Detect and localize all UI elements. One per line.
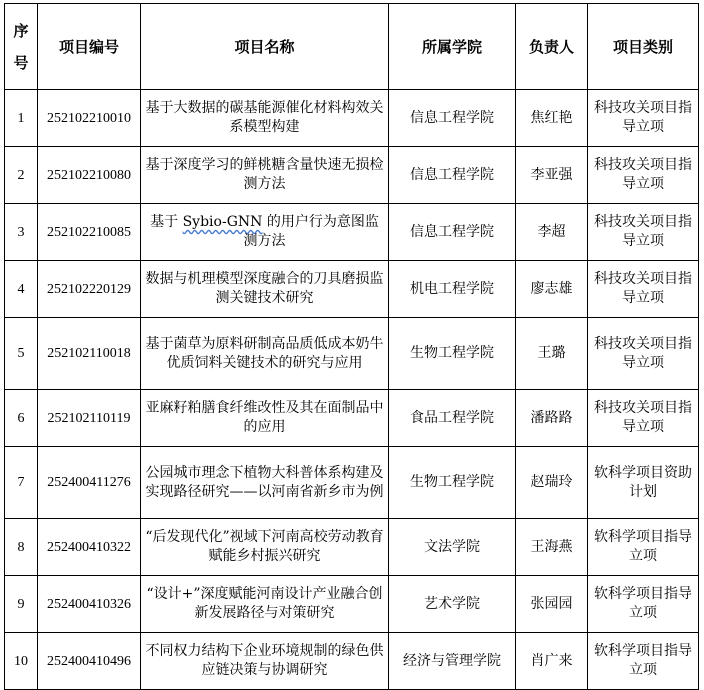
header-college: 所属学院 xyxy=(389,4,516,90)
row-code: 252102210080 xyxy=(38,147,141,204)
row-name-suffix: 的用户行为意图监测方法 xyxy=(243,214,379,249)
row-category: 科技攻关项目指导立项 xyxy=(588,90,699,147)
row-leader: 李超 xyxy=(516,204,588,261)
row-code: 252400410326 xyxy=(38,576,141,633)
row-category: 科技攻关项目指导立项 xyxy=(588,147,699,204)
header-code: 项目编号 xyxy=(38,4,141,90)
row-code: 252102210085 xyxy=(38,204,141,261)
row-seq: 7 xyxy=(5,447,38,519)
row-name: 不同权力结构下企业环境规制的绿色供应链决策与协调研究 xyxy=(141,633,389,690)
row-leader: 赵瑞玲 xyxy=(516,447,588,519)
row-name: 亚麻籽粕膳食纤维改性及其在面制品中的应用 xyxy=(141,390,389,447)
header-seq xyxy=(5,4,38,90)
row-code: 252102220129 xyxy=(38,261,141,318)
row-college: 信息工程学院 xyxy=(389,147,516,204)
row-category: 科技攻关项目指导立项 xyxy=(588,204,699,261)
row-leader: 王海燕 xyxy=(516,519,588,576)
row-seq: 4 xyxy=(5,261,38,318)
header-leader: 负责人 xyxy=(516,4,588,90)
header-seq-line2: 号 xyxy=(13,53,29,72)
row-code: 252102210010 xyxy=(38,90,141,147)
row-name: 数据与机理模型深度融合的刀具磨损监测关键技术研究 xyxy=(141,261,389,318)
row-code: 252400411276 xyxy=(38,447,141,519)
row-college: 食品工程学院 xyxy=(389,390,516,447)
row-code: 252102110119 xyxy=(38,390,141,447)
row-name: 基于菌草为原料研制高品质低成本奶牛优质饲料关键技术的研究与应用 xyxy=(141,318,389,390)
row-college: 经济与管理学院 xyxy=(389,633,516,690)
row-category: 科技攻关项目指导立项 xyxy=(588,390,699,447)
row-seq: 8 xyxy=(5,519,38,576)
row-college: 艺术学院 xyxy=(389,576,516,633)
table-row xyxy=(5,519,699,576)
row-leader: 李亚强 xyxy=(516,147,588,204)
row-category: 软科学项目资助计划 xyxy=(588,447,699,519)
row-leader: 张园园 xyxy=(516,576,588,633)
table-row xyxy=(5,447,699,519)
row-seq: 3 xyxy=(5,204,38,261)
table-row xyxy=(5,633,699,690)
row-seq: 5 xyxy=(5,318,38,390)
row-name-prefix: 基于 xyxy=(150,214,183,230)
row-leader: 廖志雄 xyxy=(516,261,588,318)
row-college: 文法学院 xyxy=(389,519,516,576)
row-college: 生物工程学院 xyxy=(389,318,516,390)
row-seq: 10 xyxy=(5,633,38,690)
row-college: 生物工程学院 xyxy=(389,447,516,519)
row-seq: 2 xyxy=(5,147,38,204)
row-code: 252102110018 xyxy=(38,318,141,390)
header-category: 项目类别 xyxy=(588,4,699,90)
table-row xyxy=(5,204,699,261)
row-name: 基于深度学习的鲜桃糖含量快速无损检测方法 xyxy=(141,147,389,204)
row-leader: 潘路路 xyxy=(516,390,588,447)
row-leader: 王璐 xyxy=(516,318,588,390)
project-table xyxy=(4,3,699,690)
header-seq-line1: 序 xyxy=(13,21,29,40)
header-row xyxy=(5,4,699,90)
row-seq: 1 xyxy=(5,90,38,147)
row-category: 软科学项目指导立项 xyxy=(588,633,699,690)
row-name: “设计+”深度赋能河南设计产业融合创新发展路径与对策研究 xyxy=(141,576,389,633)
table-row xyxy=(5,318,699,390)
table-row xyxy=(5,147,699,204)
row-category: 科技攻关项目指导立项 xyxy=(588,261,699,318)
row-name xyxy=(141,204,389,261)
header-name: 项目名称 xyxy=(141,4,389,90)
row-leader: 肖广来 xyxy=(516,633,588,690)
row-seq: 9 xyxy=(5,576,38,633)
table-row xyxy=(5,90,699,147)
row-name-term: Sybio-GNN xyxy=(182,214,263,230)
table-row xyxy=(5,390,699,447)
row-category: 软科学项目指导立项 xyxy=(588,519,699,576)
row-college: 机电工程学院 xyxy=(389,261,516,318)
row-college: 信息工程学院 xyxy=(389,204,516,261)
table-row xyxy=(5,576,699,633)
row-code: 252400410496 xyxy=(38,633,141,690)
row-college: 信息工程学院 xyxy=(389,90,516,147)
row-seq: 6 xyxy=(5,390,38,447)
row-leader: 焦红艳 xyxy=(516,90,588,147)
row-category: 科技攻关项目指导立项 xyxy=(588,318,699,390)
row-category: 软科学项目指导立项 xyxy=(588,576,699,633)
row-name: 公园城市理念下植物大科普体系构建及实现路径研究——以河南省新乡市为例 xyxy=(141,447,389,519)
row-code: 252400410322 xyxy=(38,519,141,576)
table-row xyxy=(5,261,699,318)
row-name: 基于大数据的碳基能源催化材料构效关系模型构建 xyxy=(141,90,389,147)
row-name: “后发现代化”视域下河南高校劳动教育赋能乡村振兴研究 xyxy=(141,519,389,576)
